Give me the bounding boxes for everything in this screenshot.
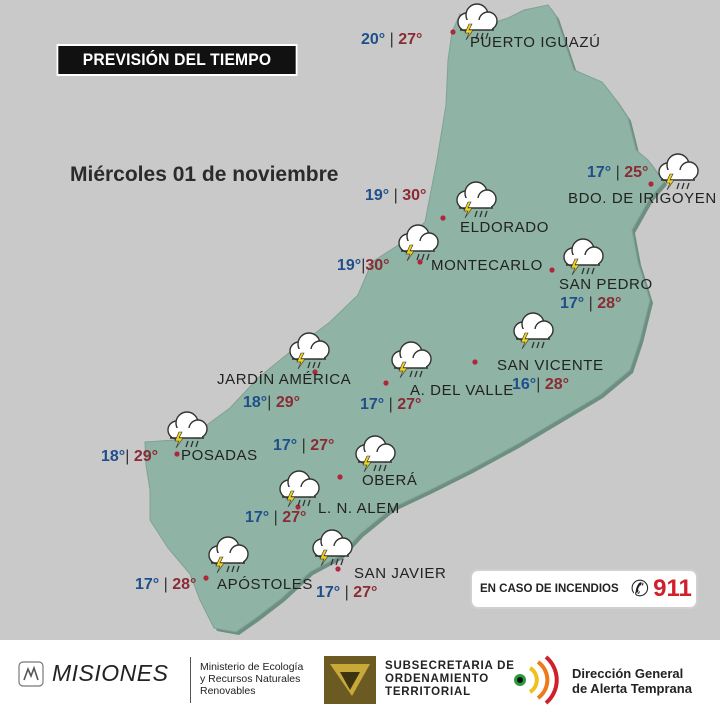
temps-apostoles: 17° | 28°: [135, 576, 197, 593]
temps-jardin-america: 18°| 29°: [243, 394, 301, 411]
misiones-logo: [18, 660, 168, 687]
city-label-san-vicente: SAN VICENTE: [497, 357, 604, 374]
city-label-bdo-de-irigoyen: BDO. DE IRIGOYEN: [568, 190, 717, 207]
city-label-obera: OBERÁ: [362, 472, 418, 489]
min-temp: 18°: [243, 394, 268, 411]
min-temp: 17°: [360, 396, 385, 413]
max-temp: 28°: [597, 295, 622, 312]
city-dot: [450, 29, 455, 34]
min-temp: 17°: [316, 584, 341, 601]
temps-eldorado: 19° | 30°: [365, 187, 427, 204]
max-temp: 27°: [353, 584, 378, 601]
min-temp: 17°: [135, 576, 160, 593]
alert-signal-emblem-icon: [508, 654, 566, 706]
temps-a-del-valle: 17° | 27°: [360, 396, 422, 413]
min-temp: 20°: [361, 31, 386, 48]
temps-san-vicente: 16°| 28°: [512, 376, 570, 393]
min-temp: 17°: [273, 437, 298, 454]
temps-posadas: 18°| 29°: [101, 448, 159, 465]
city-dot: [383, 380, 388, 385]
temps-montecarlo: 19°|30°: [337, 257, 390, 274]
temps-bdo-de-irigoyen: 17° | 25°: [587, 164, 649, 181]
direccion-name: Dirección General de Alerta Temprana: [572, 666, 692, 696]
city-label-jardin-america: JARDÍN AMÉRICA: [217, 371, 352, 388]
city-dot: [440, 215, 445, 220]
max-temp: 28°: [544, 376, 570, 393]
min-temp: 19°: [365, 187, 390, 204]
min-temp: 17°: [560, 295, 585, 312]
max-temp: 28°: [172, 576, 197, 593]
city-label-l-n-alem: L. N. ALEM: [318, 500, 400, 517]
city-dot: [174, 451, 179, 456]
max-temp: 29°: [133, 448, 159, 465]
temps-l-n-alem: 17° | 27°: [245, 509, 307, 526]
subsecretaria-name: SUBSECRETARIA DE ORDENAMIENTO TERRITORIAL: [385, 660, 515, 698]
temps-san-pedro: 17° | 28°: [560, 295, 622, 312]
max-temp: 27°: [398, 31, 423, 48]
ministerio-name: Ministerio de Ecología y Recursos Naturales Renovables: [200, 661, 304, 697]
min-temp: 17°: [245, 509, 270, 526]
city-label-apostoles: APÓSTOLES: [217, 576, 313, 593]
city-label-san-javier: SAN JAVIER: [354, 565, 447, 582]
temps-puerto-iguazu: 20° | 27°: [361, 31, 423, 48]
emergency-box: [470, 569, 698, 609]
page-title: PREVISIÓN DEL TIEMPO: [56, 44, 297, 76]
max-temp: 25°: [624, 164, 649, 181]
max-temp: 27°: [282, 509, 307, 526]
city-label-a-del-valle: A. DEL VALLE: [410, 382, 514, 399]
phone-icon: ✆: [630, 576, 650, 601]
max-temp: 27°: [310, 437, 335, 454]
max-temp: 29°: [275, 394, 301, 411]
min-temp: 17°: [587, 164, 612, 181]
subsecretaria-emblem-icon: [322, 654, 378, 706]
max-temp: 30°: [402, 187, 427, 204]
city-label-eldorado: ELDORADO: [460, 219, 549, 236]
footer-divider: [190, 657, 191, 703]
city-dot: [203, 575, 208, 580]
min-temp: 16°: [512, 376, 537, 393]
city-label-posadas: POSADAS: [181, 447, 258, 464]
city-dot: [335, 566, 340, 571]
max-temp: 27°: [397, 396, 422, 413]
city-dot: [549, 267, 554, 272]
city-dot: [648, 181, 653, 186]
city-label-san-pedro: SAN PEDRO: [559, 276, 653, 293]
temps-san-javier: 17° | 27°: [316, 584, 378, 601]
city-dot: [472, 359, 477, 364]
misiones-brand: MISIONES: [52, 660, 169, 686]
min-temp: 18°: [101, 448, 126, 465]
city-label-montecarlo: MONTECARLO: [431, 257, 543, 274]
forecast-date: Miércoles 01 de noviembre: [70, 163, 339, 186]
emergency-label: EN CASO DE INCENDIOS: [480, 583, 619, 595]
max-temp: 30°: [365, 257, 390, 274]
city-dot: [337, 474, 342, 479]
city-dot: [417, 259, 422, 264]
min-temp: 19°: [337, 257, 362, 274]
emergency-number[interactable]: 911: [653, 575, 692, 602]
misiones-emblem-icon: [18, 661, 44, 687]
city-label-puerto-iguazu: PUERTO IGUAZÚ: [470, 34, 601, 51]
temps-obera: 17° | 27°: [273, 437, 335, 454]
footer: [0, 640, 720, 720]
